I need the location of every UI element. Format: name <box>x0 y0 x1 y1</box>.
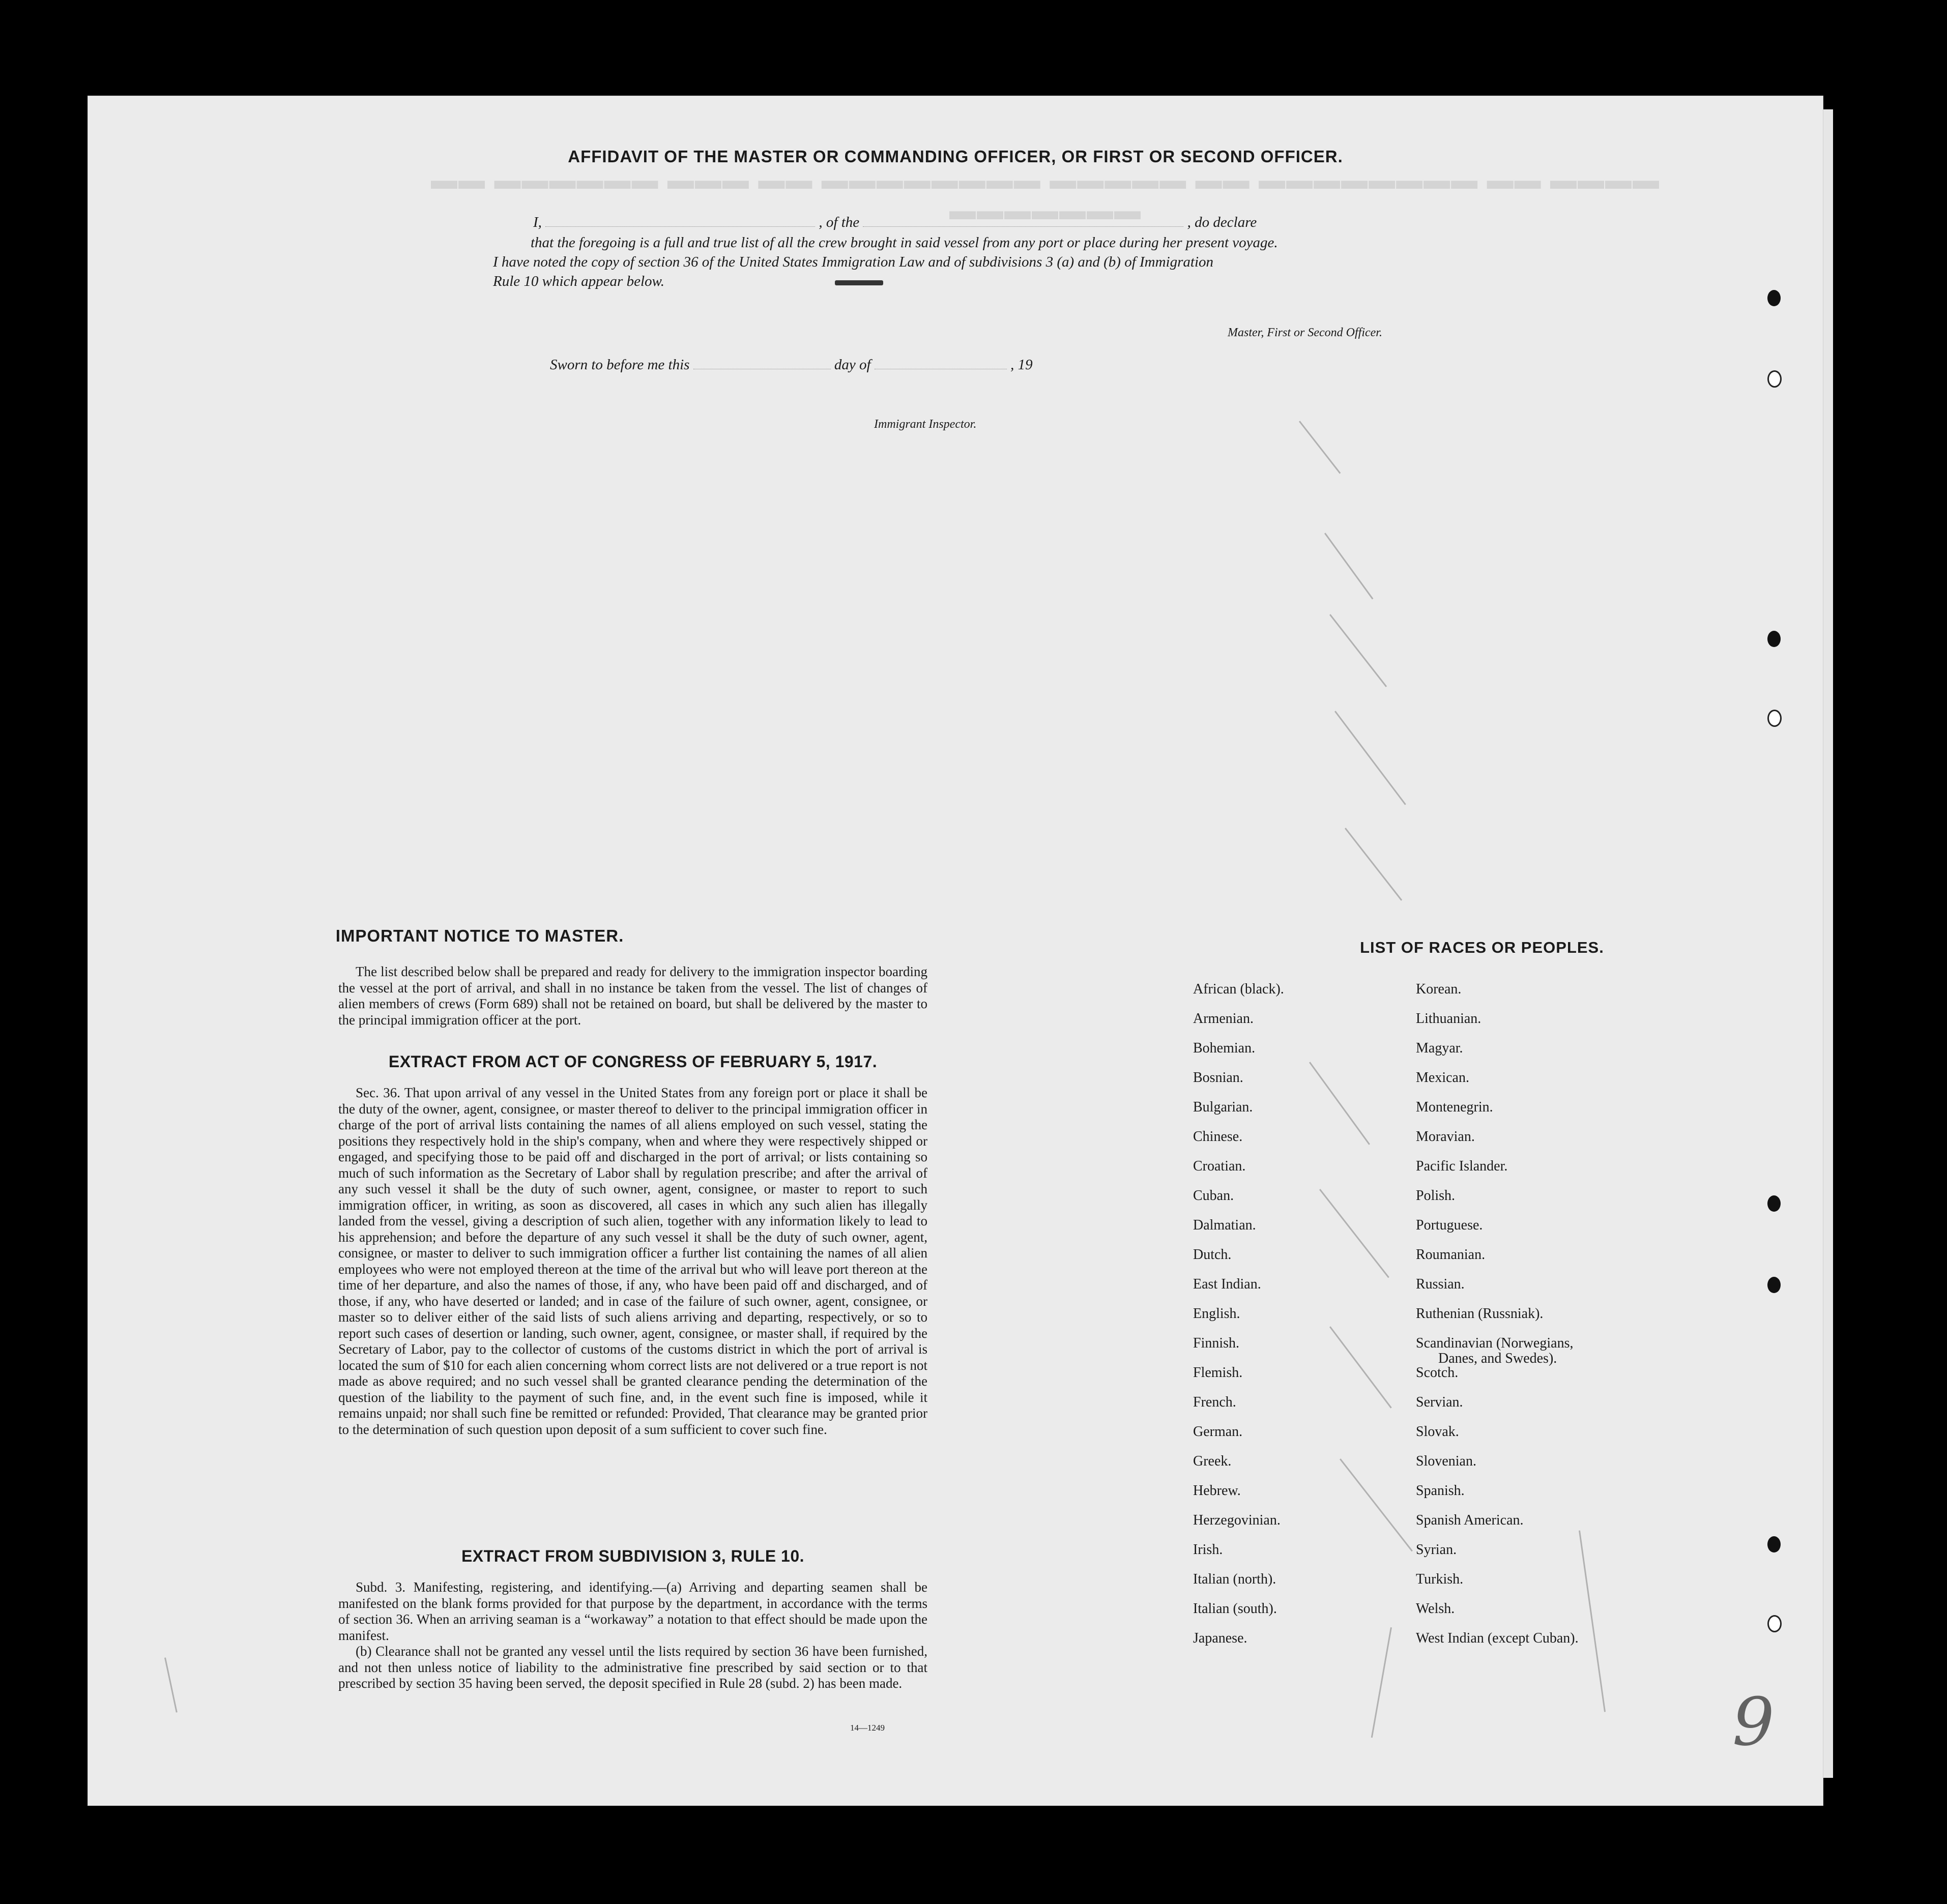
notice-title: IMPORTANT NOTICE TO MASTER. <box>335 926 624 945</box>
race-item: Flemish. <box>1193 1365 1243 1381</box>
pencil-stroke <box>1371 1627 1392 1738</box>
race-item: African (black). <box>1193 981 1284 997</box>
rule-extract-block <box>338 1579 927 1692</box>
race-item: West Indian (except Cuban). <box>1416 1630 1579 1646</box>
race-item: Scandinavian (Norwegians, <box>1416 1335 1574 1351</box>
pencil-tick <box>1340 1458 1413 1551</box>
pencil-tick <box>1345 828 1402 901</box>
race-item: Chinese. <box>1193 1129 1243 1145</box>
race-item: Armenian. <box>1193 1011 1254 1027</box>
race-item: Moravian. <box>1416 1129 1475 1145</box>
pencil-tick <box>1334 711 1406 805</box>
act-extract-block <box>338 1085 927 1438</box>
race-item: Slovenian. <box>1416 1453 1476 1469</box>
pencil-tick <box>1309 1062 1370 1145</box>
race-item: French. <box>1193 1394 1236 1410</box>
pencil-tick <box>1329 614 1387 687</box>
pencil-stroke <box>1579 1531 1606 1712</box>
race-item-continuation: Danes, and Swedes). <box>1438 1351 1557 1366</box>
rule-extract-subd-a: Subd. 3. Manifesting, registering, and identifying.—(a) Arriving and departing seamen shall be manifested on the blank forms provided for that purpose by the department, in accordance with the terms of section 36. When an arriving seaman is a “workaway” a notation to that effect should be made upon the manifest. <box>338 1579 927 1643</box>
race-item: Dutch. <box>1193 1247 1232 1263</box>
master-signature-label: Master, First or Second Officer. <box>1228 326 1382 339</box>
race-item: Herzegovinian. <box>1193 1512 1281 1528</box>
punch-hole <box>1767 290 1781 306</box>
race-item: Bulgarian. <box>1193 1099 1253 1115</box>
bleed-through-heading: ▬▬▬▬ ▬▬ ▬▬▬▬▬▬▬▬ ▬▬ ▬▬▬▬▬ ▬▬▬▬▬▬▬▬ ▬▬ ▬▬▬ ▬▬▬▬▬▬ ▬▬ ▬▬▬▬▬▬▬ <box>429 165 1660 225</box>
name-blank <box>545 226 815 227</box>
race-item: Croatian. <box>1193 1158 1246 1174</box>
punch-hole <box>1767 1615 1782 1632</box>
affidavit-line-2: that the foregoing is a full and true list of all the crew brought in said vessel from any port or place during her present voyage. <box>531 235 1278 251</box>
race-item: Roumanian. <box>1416 1247 1486 1263</box>
handwritten-page-number: 9 <box>1732 1683 1775 1761</box>
race-item: Japanese. <box>1193 1630 1247 1646</box>
notice-text: The list described below shall be prepared and ready for delivery to the immigration inspector boarding the vessel at the port of arrival, and shall in no instance be taken from the vessel. The list of changes of alien members of crews (Form 689) shall not be retained on board, but shall be delivered by the master to the principal immigration officer at the port. <box>338 964 927 1028</box>
race-item: Hebrew. <box>1193 1483 1241 1499</box>
punch-hole <box>1767 370 1782 388</box>
races-title: LIST OF RACES OR PEOPLES. <box>1360 939 1604 956</box>
punch-hole <box>1767 1277 1781 1293</box>
affidavit-title: AFFIDAVIT OF THE MASTER OR COMMANDING OFFICER, OR FIRST OR SECOND OFFICER. <box>568 147 1343 166</box>
rule-extract-subd-b: (b) Clearance shall not be granted any vessel until the lists required by section 36 have been furnished, and not then unless notice of liability to the administrative fine prescribed by said section or to that prescribed by section 35 having been served, the deposit specified in Rule 28 (subd. 2) has been made. <box>338 1644 927 1691</box>
race-item: Italian (south). <box>1193 1601 1277 1617</box>
race-item: Montenegrin. <box>1416 1099 1493 1115</box>
race-item: Syrian. <box>1416 1542 1457 1558</box>
race-item: Ruthenian (Russniak). <box>1416 1306 1544 1322</box>
race-item: East Indian. <box>1193 1276 1261 1292</box>
pencil-tick <box>1299 421 1341 474</box>
race-item: Finnish. <box>1193 1335 1240 1351</box>
document-page <box>88 96 1823 1806</box>
race-item: Welsh. <box>1416 1601 1455 1617</box>
race-item: Pacific Islander. <box>1416 1158 1508 1174</box>
race-item: Dalmatian. <box>1193 1217 1256 1233</box>
act-extract-text: Sec. 36. That upon arrival of any vessel in the United States from any foreign port or place it shall be the duty of the owner, agent, consignee, or master thereof to deliver to the principal immigration officer in charge of the port of arrival lists containing the names of all aliens employed on such vessel, stating the positions they respectively hold in the ship's company, when and where they were respectively shipped or engaged, and specifying those to be paid off and discharged in the port of arrival; or lists containing so much of such information as the Secretary of Labor shall by regulation prescribe; and after the arrival of any such vessel it shall be the duty of such owner, agent, consignee, or master to report to such immigration officer, in writing, as soon as discovered, all cases in which any such alien has illegally landed from the vessel, giving a description of such alien, together with any information likely to lead to his apprehension; and before the departure of any such vessel it shall be the duty of such owner, agent, consignee, or master to deliver to such immigration officer a further list containing the names of all alien employees who were not employed thereon at the time of the arrival but who will leave port thereon at the time of her departure, and also the names of those, if any, who have been paid off and discharged, and of those, if any, who have deserted or landed; and in case of the failure of such owner, agent, consignee, or master so to deliver either of the said lists of such aliens arriving and departing, respectively, or so to report such cases of desertion or landing, such owner, agent, consignee, or master shall, if required by the Secretary of Labor, pay to the collector of customs of the customs district in which the port of arrival is located the sum of $10 for each alien concerning whom correct lists are not delivered or a true report is not made as above required; and no such vessel shall be granted clearance pending the determination of the question of the liability to the payment of such fine, and, in the event such fine is imposed, while it remains unpaid; nor shall such fine be remitted or refunded: Provided, That clearance may be granted prior to the determination of such question upon deposit of a sum sufficient to cover such fine. <box>338 1085 927 1437</box>
race-item: Turkish. <box>1416 1571 1464 1587</box>
race-item: Russian. <box>1416 1276 1465 1292</box>
affidavit-line-4: Rule 10 which appear below. <box>493 273 664 289</box>
race-item: Bosnian. <box>1193 1070 1243 1086</box>
sworn-line: Sworn to before me this day of , 19 <box>550 357 1033 373</box>
punch-hole <box>1767 710 1782 727</box>
inspector-label: Immigrant Inspector. <box>874 418 977 431</box>
race-item: Mexican. <box>1416 1070 1469 1086</box>
act-extract-title: EXTRACT FROM ACT OF CONGRESS OF FEBRUARY 5, 1917. <box>388 1052 878 1071</box>
pencil-stroke <box>164 1657 178 1712</box>
punch-hole <box>1767 1195 1781 1212</box>
race-item: Spanish American. <box>1416 1512 1524 1528</box>
race-item: Magyar. <box>1416 1040 1463 1056</box>
race-item: Irish. <box>1193 1542 1223 1558</box>
punch-hole <box>1767 1536 1781 1553</box>
race-item: Greek. <box>1193 1453 1232 1469</box>
ink-smudge <box>835 280 883 285</box>
race-item: German. <box>1193 1424 1243 1440</box>
race-item: Scotch. <box>1416 1365 1459 1381</box>
race-item: Cuban. <box>1193 1188 1234 1204</box>
race-item: Spanish. <box>1416 1483 1465 1499</box>
race-item: Korean. <box>1416 981 1462 997</box>
race-item: Slovak. <box>1416 1424 1459 1440</box>
race-item: Servian. <box>1416 1394 1463 1410</box>
punch-hole <box>1767 631 1781 647</box>
pencil-tick <box>1329 1326 1392 1409</box>
affidavit-line-3: I have noted the copy of section 36 of the United States Immigration Law and of subdivisions 3 (a) and (b) of Immigration <box>493 254 1214 270</box>
form-number: 14—1249 <box>850 1723 885 1733</box>
pencil-tick <box>1324 533 1373 599</box>
rule-extract-title: EXTRACT FROM SUBDIVISION 3, RULE 10. <box>461 1547 805 1565</box>
pencil-tick <box>1319 1189 1389 1278</box>
race-item: Portuguese. <box>1416 1217 1483 1233</box>
notice-text-block <box>338 964 927 1028</box>
race-item: English. <box>1193 1306 1240 1322</box>
race-item: Bohemian. <box>1193 1040 1256 1056</box>
race-item: Lithuanian. <box>1416 1011 1481 1027</box>
affidavit-line-1: I, , of the , do declare <box>533 214 1257 230</box>
race-item: Polish. <box>1416 1188 1456 1204</box>
vessel-blank <box>863 226 1183 227</box>
race-item: Italian (north). <box>1193 1571 1276 1587</box>
